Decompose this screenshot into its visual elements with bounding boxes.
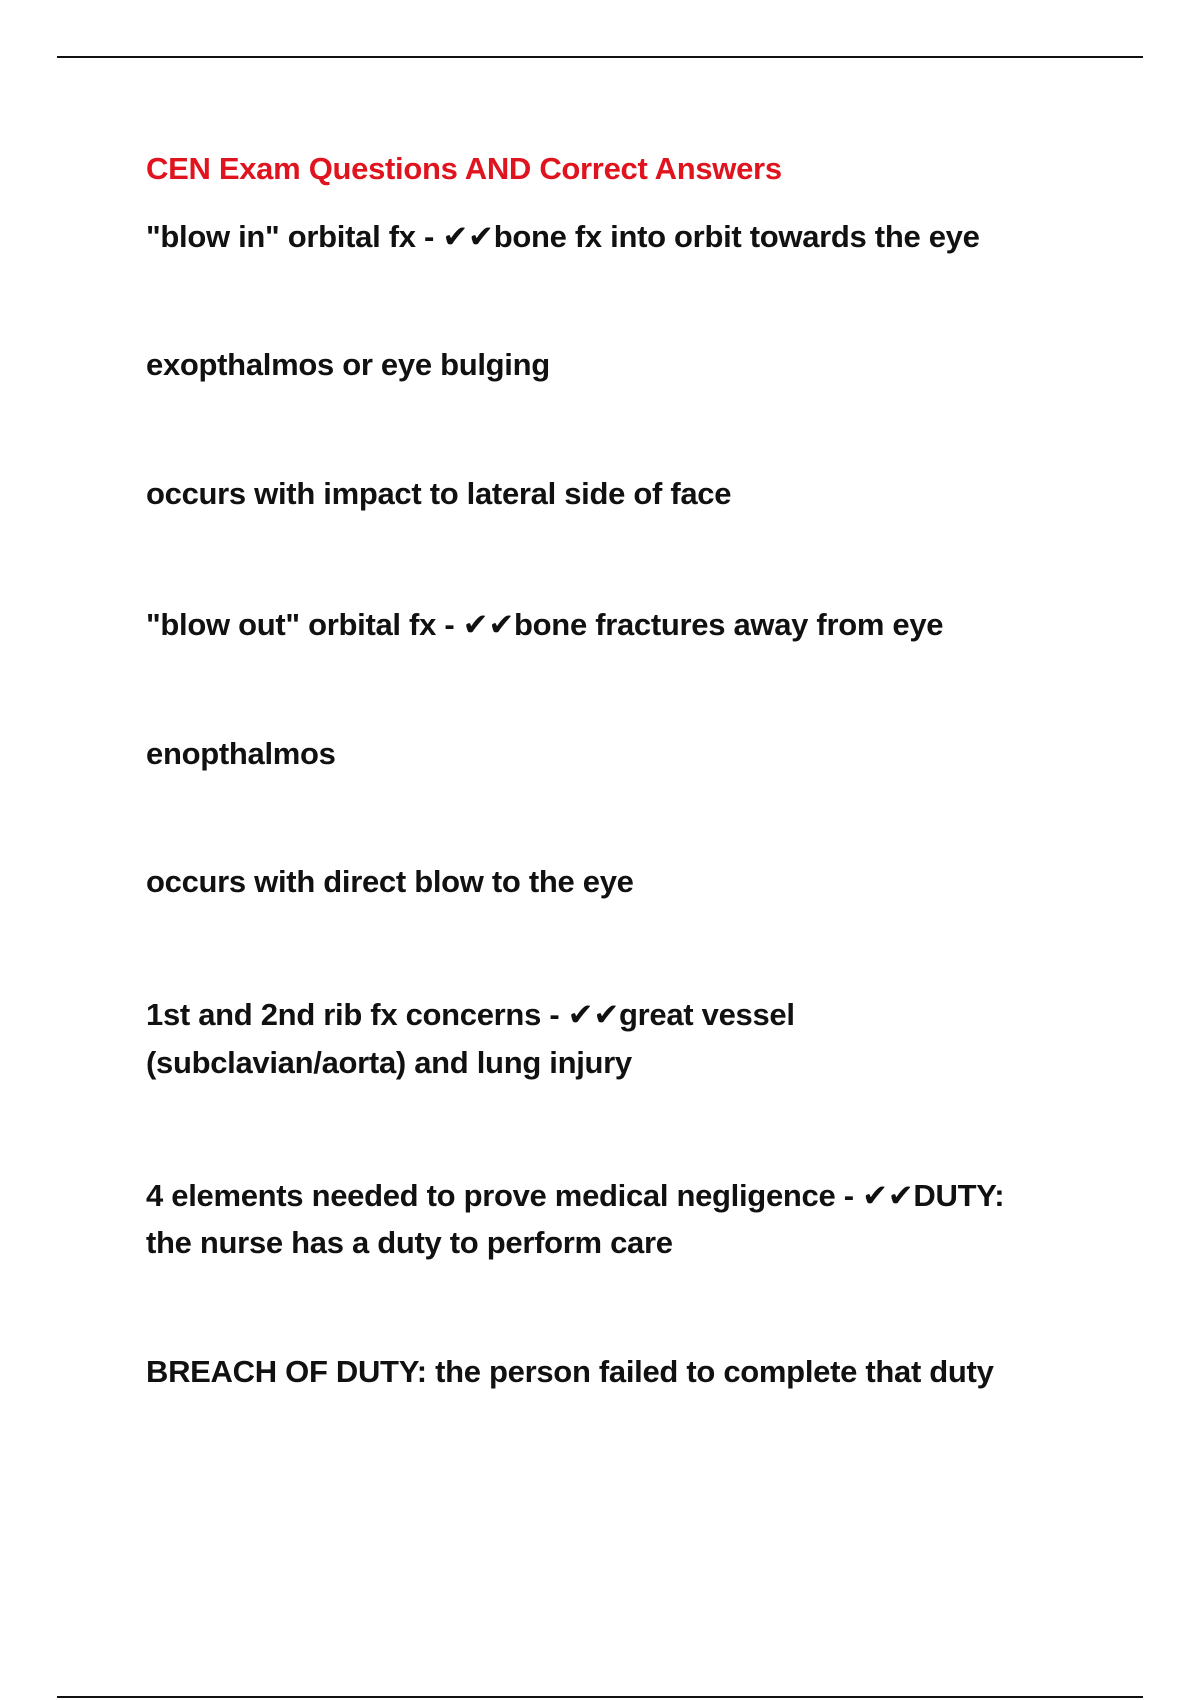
answer-line [146,1219,673,1267]
question-text: 1st and 2nd rib fx concerns - [146,997,568,1032]
answer-text: bone fx into orbit towards the eye [493,219,980,254]
top-rule [57,56,1143,58]
answer-text: BREACH OF DUTY: the person failed to complete that duty [146,1354,994,1389]
answer-text: the nurse has a duty to perform care [146,1225,673,1260]
answer-text: great vessel [619,997,795,1032]
answer-line [146,730,336,778]
qa-line [146,991,795,1039]
question-text: "blow in" orbital fx - [146,219,443,254]
answer-text: occurs with impact to lateral side of face [146,476,732,511]
double-check-icon: ✔✔ [862,1178,914,1214]
qa-line [146,601,943,649]
answer-line [146,1039,632,1087]
qa-line [146,213,980,261]
bottom-rule [57,1696,1143,1698]
document-title: CEN Exam Questions AND Correct Answers [146,151,782,186]
double-check-icon: ✔✔ [462,607,515,643]
answer-text: (subclavian/aorta) and lung injury [146,1045,632,1080]
question-text: 4 elements needed to prove medical negligence - [146,1178,863,1213]
answer-line [146,858,634,906]
answer-line [146,470,731,518]
double-check-icon: ✔✔ [567,997,620,1033]
question-text: "blow out" orbital fx - [146,607,463,642]
answer-line [146,1348,994,1396]
answer-text: bone fractures away from eye [514,607,944,642]
answer-line [146,341,550,389]
answer-text: occurs with direct blow to the eye [146,864,634,899]
double-check-icon: ✔✔ [442,219,494,255]
answer-text: DUTY: [913,1178,1005,1213]
answer-text: exopthalmos or eye bulging [146,347,550,382]
answer-text: enopthalmos [146,736,336,771]
qa-line [146,1172,1004,1220]
